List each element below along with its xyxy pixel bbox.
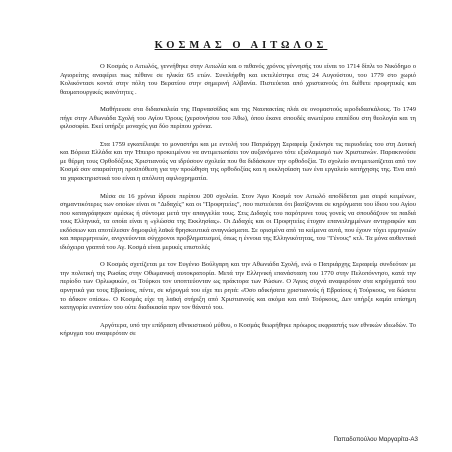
paragraph-2: Μαθήτευσε στα διδασκαλεία της Παρνασσίδας και της Ναυπακτίας πλάι σε ονομαστούς ιεροδιδασκάλους. Το 1749 πήγε στην Αθωνιάδα Σχολή του Αγίου Όρους (χερσονήσου του Άθω), όπου έκανε σπουδές ανωτέρου επιπέδου στη θεολογία και τη φιλοσοφία. Εκεί υπήρξε μοναχός για δύο περίπου χρόνια. [60, 106, 416, 131]
paragraph-3: Στα 1759 εγκατέλειψε το μοναστήρι και με εντολή του Πατριάρχη Σεραφείμ ξεκίνησε τις περιοδείες του στη Δυτική και Βόρεια Ελλάδα και την Ήπειρο προκειμένου να αντιμετωπίσει τον αυξανόμενο τότε εξισλαμισμό των Χριστιανών. Παρακινούσε με θέρμη τους Ορθοδόξους Χριστιανούς να ιδρύσουν σχολεία που θα διδάσκουν την ορθοδοξία. Το σχολείο αντιμετωπίζεται από τον Κοσμά σαν απαραίτητη προϋπόθεση για την προώθηση της ορθοδοξίας και η εκκλησίαση των ένα εργαλείο κατήχησης της. Ένα από τα χαρακτηριστικά του είναι η απόλυτη αφιλοχρηματία. [60, 140, 416, 183]
paragraph-4: Μέσα σε 16 χρόνια ίδρυσε περίπου 200 σχολεία. Στον Άγιο Κοσμά τον Αιτωλό αποδίδεται μια σειρά κειμένων, σημαντικότερες των οποίων είναι οι "Διδαχές" και οι "Προφητείες", που πιστεύεται ότι βασίζονται σε κηρύγματα του ίδιου του Αγίου που καταγράφηκαν αμέσως ή σύντομα μετά την απαγγελία τους. Στις Διδαχές του παρότρυνε τους γονείς να σπουδάζουν τα παιδιά τους Ελληνικά, τα οποία είναι η «γλώσσα της Εκκλησίας». Οι Διδαχές και οι Προφητείες έτυχαν επανειλημμένων αντιγραφών και εκδόσεων και αποτέλεσαν δημοφιλή λαϊκά θρησκευτικά αναγνώσματα. Σε ορισμένα από τα κείμενα αυτά, που έχουν τύχει ερμηνειών και παρερμηνειών, ανιχνεύονται σύγχρονοι προβληματισμοί, όπως η έννοια της Ελληνικότητας, του "Γένους" κτλ. Τα μόνα αυθεντικά ιδιόχειρα γραπτά του Αγ. Κοσμά είναι μερικές επιστολές [60, 192, 416, 251]
author-signature: Παπαδοπούλου Μαργαρίτα-Α3 [333, 436, 418, 443]
paragraph-6: Αργότερα, υπό την επίδραση εθνικιστικού μύθου, ο Κοσμάς θεωρήθηκε πρόωρος εκφραστής των εθνικών ιδεωδών. Το κήρυγμα του αναφερόταν σε [60, 321, 416, 338]
paragraph-5: Ο Κοσμάς σχετίζεται με τον Ευγένιο Βούλγαρη και την Αθωνιάδα Σχολή, ενώ ο Πατριάρχης Σεραφείμ συνδεόταν με την πολιτική της Ρωσίας στην Οθωμανική αυτοκρατορία. Μετά την Ελληνική επανάσταση του 1770 στην Πελοπόννησο, κατά την περίοδο των Ορλωφικών, οι Τούρκοι τον υποπτεύονταν ως πράκτορα των Ρώσων. Ο Άγιος συχνά αναφερόταν στα κηρύγματά του αρνητικά για τους Εβραίους, πέντε, σε κήρυγμά του είχε πει ρητά: «Όσο αδικήσατε χριστιανούς ή Εβραίους ή Τούρκους, να δώσετε το άδικον οπίσω». Ο Κοσμάς είχε τη λαϊκή στήριξη από Χριστιανούς και ακόμα και από Τούρκους, Δεν υπήρξε καμία επίσημη κατηγορία εναντίον του ούτε διαδικασία πριν τον θάνατό του. [60, 261, 416, 312]
document-title: ΚΟΣΜΑΣ Ο ΑΙΤΩΛΟΣ [154, 40, 328, 51]
paragraph-1: Ο Κοσμάς ο Αιτωλός, γεννήθηκε στην Αιτωλία και ο πιθανός χρόνος γέννησής του είναι το 1714 δίπλι το Νικόδημο ο Αγιορείτης αναφέρει πως πέθανε σε ηλικία 65 ετών. Συνελήφθη και εκτελέστηκε στις 24 Αυγούστου, του 1779 στο χωριό Κολικόντασι κοντά στην πόλη του Βερατίου στην σημερινή Αλβανία. Πιστεύεται από χριστιανούς ότι διέθετε προφητικές και θαυματουργικές ικανότητες . [60, 63, 416, 96]
